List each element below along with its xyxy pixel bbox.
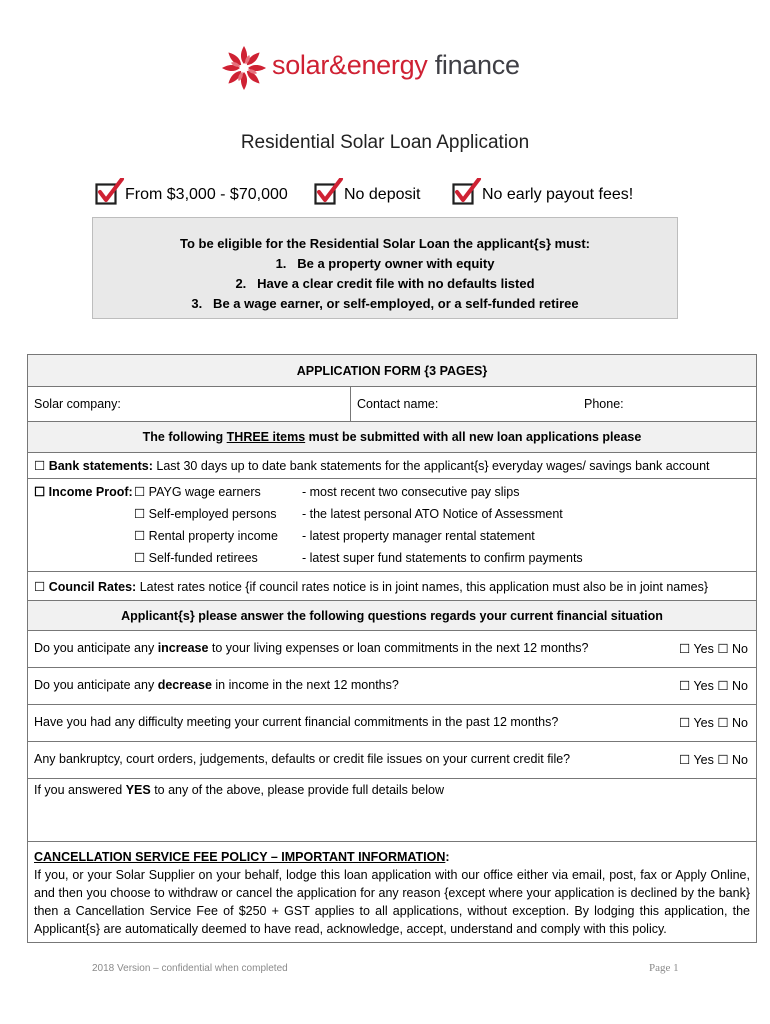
question-text: Do you anticipate any increase to your living expenses or loan commitments in the next 12 months? [34, 641, 589, 655]
items-heading-post: must be submitted with all new loan applications please [305, 430, 642, 444]
question-row [28, 742, 757, 779]
form-header-row [28, 355, 757, 387]
items-heading-row [28, 422, 757, 453]
council-rates-row [28, 572, 757, 601]
council-text: Latest rates notice {if council rates notice is in joint names, this application must also be in joint names} [136, 579, 709, 594]
eligibility-heading: To be eligible for the Residential Solar Loan the applicant{s} must: [179, 236, 591, 251]
phone-label: Phone: [584, 397, 624, 411]
yes-no-checkboxes[interactable]: ☐ Yes ☐ No [679, 679, 748, 693]
question-decrease-income [28, 668, 756, 704]
question-text: Do you anticipate any decrease in income in the next 12 months? [34, 678, 399, 692]
details-textarea[interactable]: If you answered YES to any of the above, please provide full details below [28, 779, 757, 842]
question-credit-issues [28, 742, 756, 778]
contact-name-label: Contact name: [357, 397, 439, 411]
bank-text: Last 30 days up to date bank statements for the applicant{s} everyday wages/ savings bank account [152, 459, 710, 473]
eligibility-item: 3. Be a wage earner, or self-employed, or a self-funded retiree [191, 296, 579, 311]
income-documents [302, 481, 583, 569]
items-heading-underlined: THREE items [226, 430, 306, 444]
yes-no-checkboxes[interactable]: ☐ Yes ☐ No [679, 753, 748, 767]
income-proof-grid [34, 479, 750, 571]
council-rates-item[interactable] [28, 572, 757, 601]
yes-no-checkboxes[interactable]: ☐ Yes ☐ No [679, 642, 748, 656]
form-header: APPLICATION FORM {3 PAGES} [28, 355, 757, 387]
cancellation-policy [28, 842, 757, 943]
items-heading-pre: The following [142, 430, 227, 444]
question-increase-expenses [28, 631, 756, 667]
contact-name-field[interactable] [351, 387, 579, 422]
income-types [134, 481, 302, 569]
questions-heading: Applicant{s} please answer the following questions regards your current financial situation [28, 601, 757, 631]
eligibility-item: 2. Have a clear credit file with no defaults listed [235, 276, 535, 291]
cancellation-row [28, 842, 757, 943]
feature-label: No deposit [344, 186, 421, 203]
details-row [28, 779, 757, 842]
logo-text-finance: finance [427, 50, 520, 80]
bank-statements-item[interactable] [28, 453, 757, 479]
cancellation-body: If you, or your Solar Supplier on your behalf, lodge this loan application with our office either via email, post, fax or Apply Online, and then you choose to withdraw or cancel the application for any reason {except where your application is declined by the bank} then a Cancellation Service Fee of $250 + GST applies to all applications, without exception. By lodging this application, the Applicant{s} are automatically deemed to have read, acknowledge, accept, understand and comply with this policy. [34, 868, 750, 936]
checkbox-checked-icon [95, 178, 125, 212]
page-title: Residential Solar Loan Application [240, 132, 530, 153]
income-doc: - most recent two consecutive pay slips [302, 485, 520, 499]
income-type-option[interactable]: ☐ Self-funded retirees [134, 551, 258, 565]
income-type-option[interactable]: ☐ Self-employed persons [134, 507, 277, 521]
bank-label: Bank statements: [48, 459, 153, 473]
solar-company-field[interactable] [28, 387, 351, 422]
yes-no-checkboxes[interactable]: ☐ Yes ☐ No [679, 716, 748, 730]
bank-checkbox[interactable]: ☐ [34, 459, 46, 473]
solar-company-label: Solar company: [34, 397, 121, 411]
eligibility-box [92, 217, 678, 319]
checkbox-checked-icon [314, 178, 344, 212]
logo-text-brand: solar&energy [272, 50, 428, 80]
income-doc: - latest super fund statements to confirm payments [302, 551, 583, 565]
income-type-option[interactable]: ☐ PAYG wage earners [134, 485, 261, 499]
income-proof-row [28, 479, 757, 572]
items-heading [28, 422, 757, 453]
footer-version: 2018 Version – confidential when completed [92, 963, 288, 974]
footer-page-number: Page 1 [649, 962, 679, 974]
council-label: Council Rates: [48, 579, 137, 594]
income-doc: - the latest personal ATO Notice of Assessment [302, 507, 563, 521]
income-proof-label[interactable]: ☐ Income Proof: [34, 485, 133, 499]
phone-field[interactable] [578, 387, 757, 422]
question-row [28, 631, 757, 668]
council-checkbox[interactable]: ☐ [34, 579, 46, 594]
logo-wordmark [272, 50, 520, 81]
flower-logo-icon [220, 44, 268, 92]
eligibility-item: 1. Be a property owner with equity [275, 256, 495, 271]
question-row [28, 705, 757, 742]
checkbox-checked-icon [452, 178, 482, 212]
income-type-option[interactable]: ☐ Rental property income [134, 529, 278, 543]
questions-heading-row [28, 601, 757, 631]
question-difficulty-commitments [28, 705, 756, 741]
income-proof-cell [28, 479, 757, 572]
cancellation-heading: CANCELLATION SERVICE FEE POLICY – IMPORTANT INFORMATION: [34, 850, 450, 864]
question-row [28, 668, 757, 705]
question-text: Have you had any difficulty meeting your current financial commitments in the past 12 months? [34, 715, 559, 729]
question-text: Any bankruptcy, court orders, judgements, defaults or credit file issues on your current credit file? [34, 752, 571, 766]
brand-logo [220, 44, 560, 94]
contact-row [28, 387, 757, 422]
income-doc: - latest property manager rental statement [302, 529, 535, 543]
bank-statements-row [28, 453, 757, 479]
feature-label: No early payout fees! [482, 186, 634, 203]
feature-label: From $3,000 - $70,000 [125, 186, 288, 203]
application-form [27, 354, 757, 943]
